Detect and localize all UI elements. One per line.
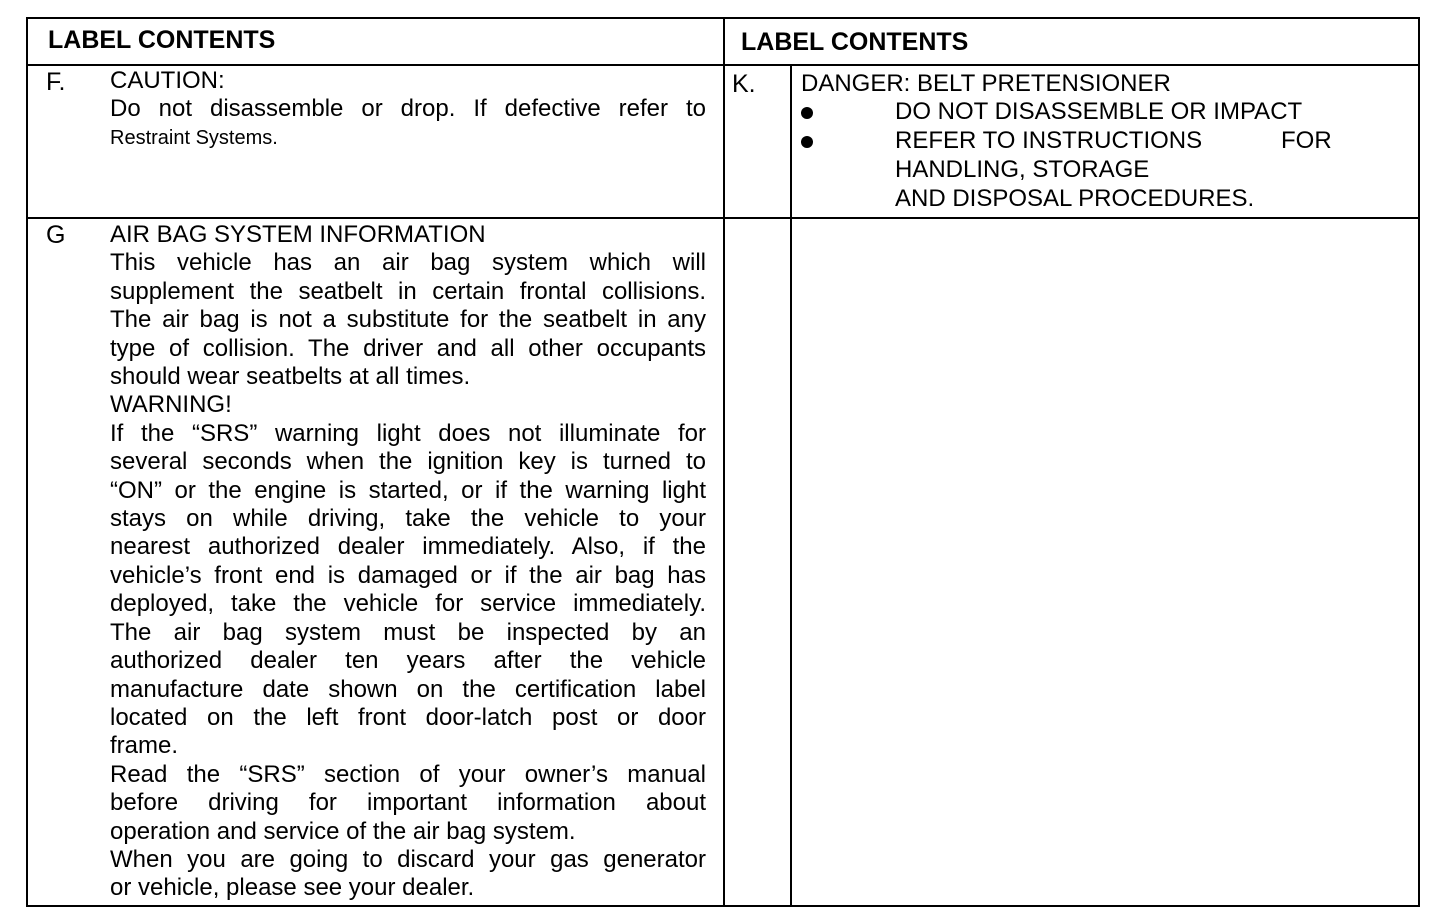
row-k-bullet-1-text: DO NOT DISASSEMBLE OR IMPACT [895,98,1303,126]
row-g-code: G [46,221,66,249]
row-g-para1-line: This vehicle has an air bag system which will [110,249,706,277]
row-g-para2-line: several seconds when the ignition key is turned to [110,448,706,476]
row-g-warning: WARNING! [110,391,232,419]
column-divider-right-code [790,65,792,905]
row-g-para2-line: manufacture date shown on the certification label [110,675,706,703]
row-g-para3-line: before driving for important information about [110,789,706,817]
row-g-content [110,221,706,903]
row-g-para2-line: frame. [110,732,179,760]
row-k-title: DANGER: BELT PRETENSIONER [801,70,1171,97]
row-g-para2-line: authorized dealer ten years after the vehicle [110,647,706,675]
row-g-para2-line: stays on while driving, take the vehicle to your [110,505,706,533]
row-divider [28,217,1418,219]
row-g-para1-line: supplement the seatbelt in certain frontal collisions. [110,277,706,305]
row-g-para1-line: should wear seatbelts at all times. [110,363,471,391]
row-k-bullet-2-line2: HANDLING, STORAGE [895,156,1150,184]
row-k-bullet-2-text-a: REFER TO INSTRUCTIONS [895,127,1203,155]
right-column-header: LABEL CONTENTS [741,28,969,56]
row-f-line1: Do not disassemble or drop. If defective refer to [110,95,706,123]
row-g-para2-line: “ON” or the engine is started, or if the warning light [110,476,706,504]
row-f-code: F. [46,68,66,96]
row-g-para4-line: When you are going to discard your gas generator [110,845,706,873]
row-g-para2-line: deployed, take the vehicle for service immediately. [110,590,706,618]
row-f-line2: Restraint Systems. [110,126,278,149]
row-g-para3-line: operation and service of the air bag system. [110,817,576,845]
label-contents-table [26,17,1420,907]
row-k-bullet-2-line3: AND DISPOSAL PROCEDURES. [895,185,1255,213]
row-g-title: AIR BAG SYSTEM INFORMATION [110,221,486,248]
row-g-para1-line: type of collision. The driver and all other occupants [110,334,706,362]
row-k-bullet-2 [801,127,1401,156]
row-g-para4-line: or vehicle, please see your dealer. [110,874,475,902]
row-g-para2-line: located on the left front door-latch post or door [110,703,706,731]
row-k-bullet-1 [801,98,1401,127]
bullet-dot-icon [801,107,813,119]
column-divider-center [723,19,725,905]
left-column-header: LABEL CONTENTS [48,26,276,54]
row-k-bullet-2-text-b: FOR [1281,127,1332,155]
row-g-para2-line: vehicle’s front end is damaged or if the air bag has [110,561,706,589]
row-k-bullet-2-cont2 [801,185,1401,214]
row-f-title: CAUTION: [110,67,225,94]
row-f-content [110,67,706,152]
row-g-para3-line: Read the “SRS” section of your owner’s manual [110,760,706,788]
row-g-para2-line: nearest authorized dealer immediately. Also, if the [110,533,706,561]
row-k-content [801,70,1401,214]
row-k-code: K. [732,70,756,98]
row-k-bullet-2-cont [801,156,1401,185]
row-g-para2-line: If the “SRS” warning light does not illuminate for [110,419,706,447]
bullet-dot-icon [801,136,813,148]
row-g-para2-line: The air bag system must be inspected by an [110,618,706,646]
row-g-para1-line: The air bag is not a substitute for the seatbelt in any [110,306,706,334]
header-divider [28,64,1418,66]
